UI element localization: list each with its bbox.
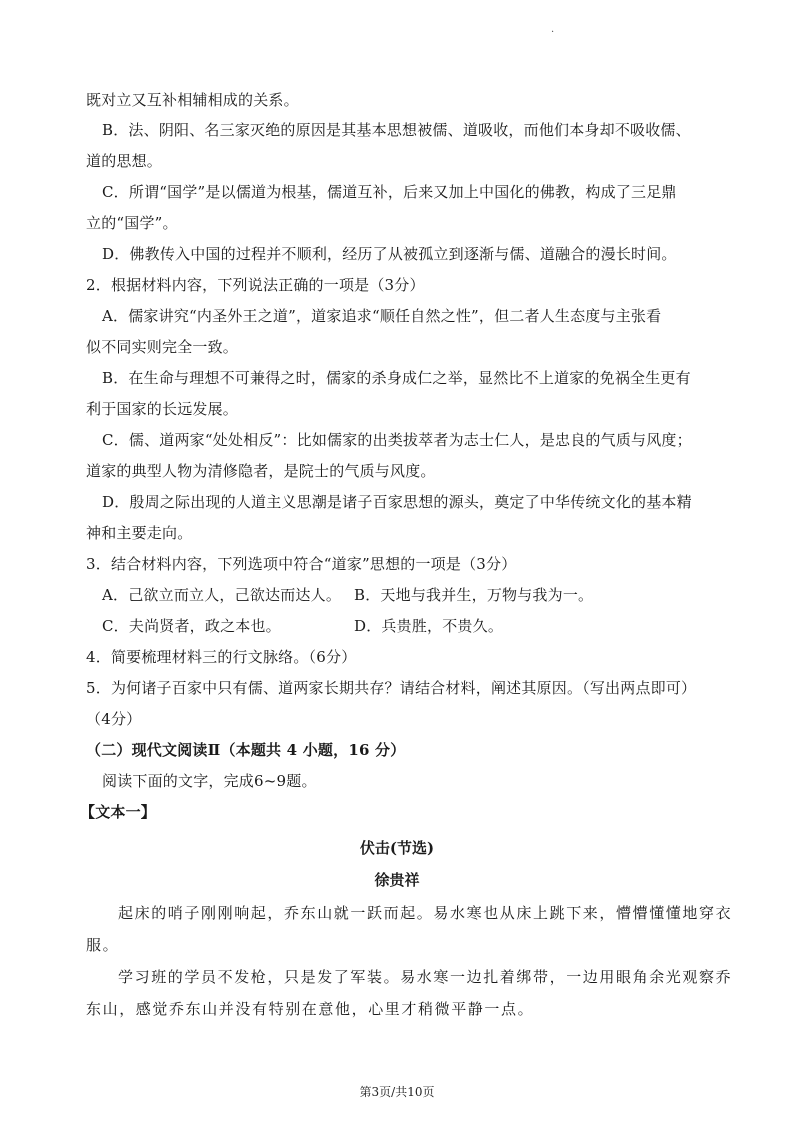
reading-instruction: 阅读下面的文字，完成6~9题。 — [102, 772, 317, 790]
story-paragraph-1: 起床的哨子刚刚响起，乔东山就一跃而起。易水寒也从床上跳下来，懵懵懂懂地穿衣 — [118, 904, 733, 922]
text-line: 利于国家的长远发展。 — [86, 400, 239, 418]
q3-option-a: A．己欲立而立人，己欲达而达人。 — [102, 586, 342, 604]
text-one-label: 【文本一】 — [80, 803, 157, 821]
q1-option-b: B．法、阴阳、名三家灭绝的原因是其基本思想被儒、道吸收，而他们本身却不吸收儒、 — [102, 121, 691, 139]
q1-option-d: D．佛教传入中国的过程并不顺利，经历了从被孤立到逐渐与儒、道融合的漫长时间。 — [102, 245, 677, 263]
text-line: 神和主要走向。 — [86, 524, 193, 542]
story-paragraph-2: 学习班的学员不发枪，只是发了军装。易水寒一边扎着绑带，一边用眼角余光观察乔 — [118, 968, 733, 986]
story-paragraph-1-cont: 服。 — [86, 936, 120, 954]
q2-option-a: A．儒家讲究“内圣外王之道”，道家追求“顺任自然之性”，但二者人生态度与主张看 — [102, 307, 662, 325]
corner-mark: · — [551, 27, 555, 38]
page-number: 第3页/共10页 — [359, 1085, 435, 1099]
q2-option-d: D．殷周之际出现的人道主义思潮是诸子百家思想的源头，奠定了中华传统文化的基本精 — [102, 493, 692, 511]
q2-option-c: C．儒、道两家“处处相反”：比如儒家的出类拔萃者为志士仁人，是忠良的气质与风度； — [102, 431, 692, 449]
text-line: 似不同实则完全一致。 — [86, 338, 239, 356]
q1-option-c: C．所谓“国学”是以儒道为根基，儒道互补，后来又加上中国化的佛教，构成了三足鼎 — [102, 183, 677, 201]
text-line: 既对立又互补相辅相成的关系。 — [86, 91, 299, 109]
question-3: 3．结合材料内容，下列选项中符合“道家”思想的一项是（3分） — [86, 555, 517, 573]
story-paragraph-2-cont: 东山，感觉乔东山并没有特别在意他，心里才稍微平静一点。 — [86, 1000, 535, 1018]
q3-option-c: C．夫尚贤者，政之本也。 — [102, 617, 281, 635]
text-line: 立的“国学”。 — [86, 214, 178, 232]
q2-option-b: B．在生命与理想不可兼得之时，儒家的杀身成仁之举，显然比不上道家的免祸全生更有 — [102, 369, 691, 387]
question-4: 4．简要梳理材料三的行文脉络。（6分） — [86, 648, 357, 666]
q3-option-d: D．兵贵胜，不贵久。 — [354, 617, 504, 635]
story-title: 伏击(节选) — [359, 839, 435, 857]
question-2: 2．根据材料内容，下列说法正确的一项是（3分） — [86, 276, 425, 294]
question-5-score: （4分） — [86, 710, 142, 728]
text-line: 道的思想。 — [86, 152, 163, 170]
story-author: 徐贵祥 — [374, 871, 420, 889]
text-line: 道家的典型人物为清修隐者，是院士的气质与风度。 — [86, 462, 436, 480]
question-5: 5．为何诸子百家中只有儒、道两家长期共存？请结合材料，阐述其原因。（写出两点即可） — [86, 679, 697, 697]
q3-option-b: B．天地与我并生，万物与我为一。 — [354, 586, 594, 604]
section-heading: （二）现代文阅读Ⅱ（本题共 4 小题，16 分） — [86, 741, 406, 759]
